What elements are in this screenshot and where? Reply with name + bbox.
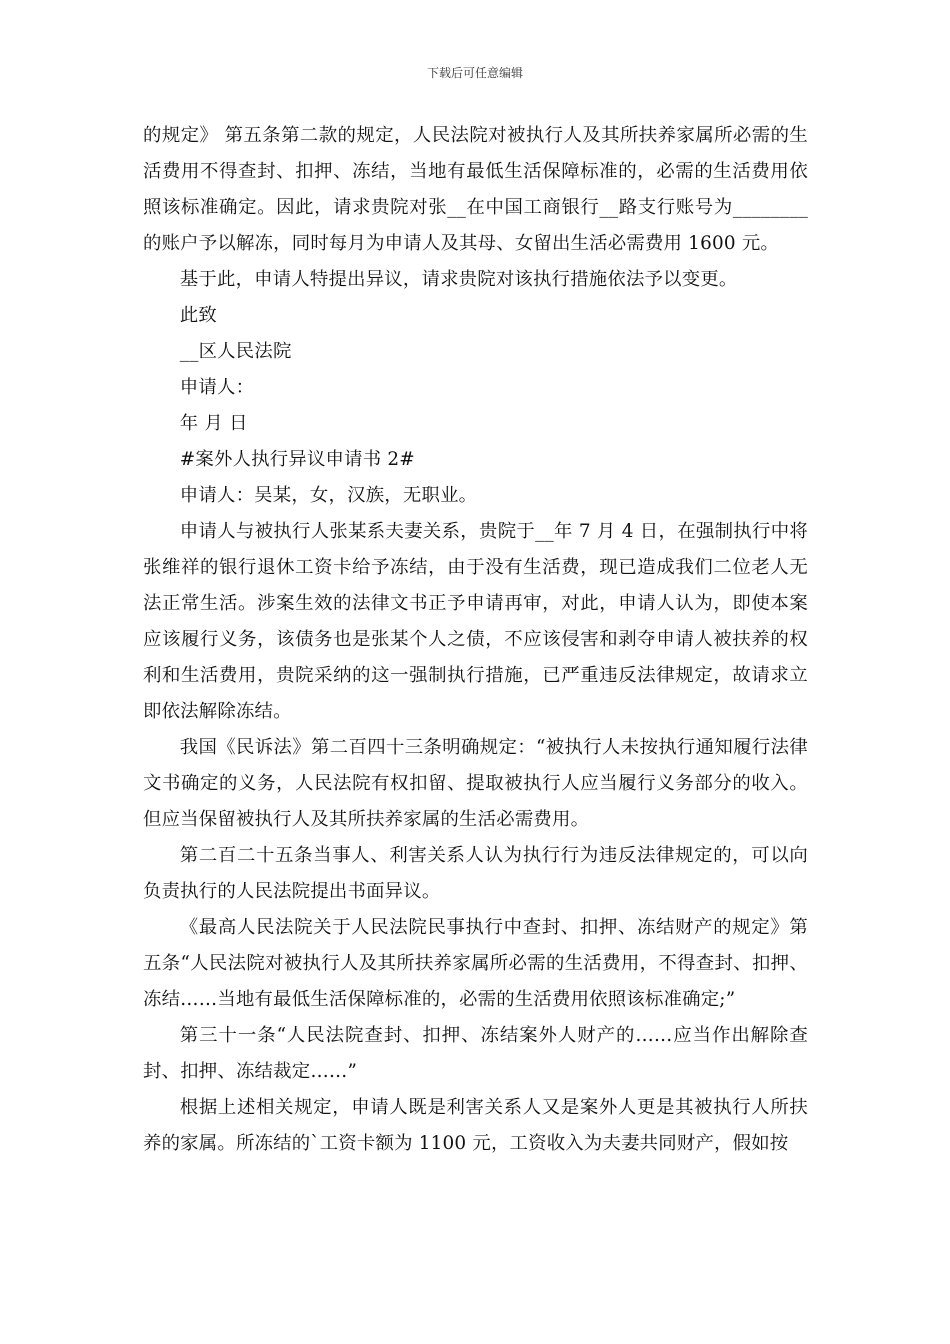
page-header-note: 下载后可任意编辑 — [426, 66, 523, 80]
paragraph-7: 第三十一条“人民法院查封、扣押、冻结案外人财产的……应当作出解除查封、扣押、冻结裁定……” — [143, 1025, 808, 1082]
paragraph-4: 我国《民诉法》第二百四十三条明确规定：“被执行人未按执行通知履行法律文书确定的义务，人民法院有权扣留、提取被执行人应当履行义务部分的收入。但应当保留被执行人及其所扶养家属的生活必需费用。 — [143, 737, 808, 830]
paragraph-2: 基于此，申请人特提出异议，请求贵院对该执行措施依法予以变更。 — [179, 269, 738, 290]
paragraph-5: 第二百二十五条当事人、利害关系人认为执行行为违反法律规定的，可以向负责执行的人民法院提出书面异议。 — [143, 845, 808, 902]
applicant-signature: 申请人： — [179, 377, 255, 398]
section-title: #案外人执行异议申请书 2# — [179, 449, 415, 470]
paragraph-8: 根据上述相关规定，申请人既是利害关系人又是案外人更是其被执行人所扶养的家属。所冻结的`工资卡额为 1100 元，工资收入为夫妻共同财产，假如按 — [143, 1097, 808, 1154]
paragraph-6: 《最高人民法院关于人民法院民事执行中查封、扣押、冻结财产的规定》第五条“人民法院对被执行人及其所扶养家属所必需的生活费用，不得查封、扣押、冻结……当地有最低生活保障标准的，必需的生活费用依照该标准确定;” — [143, 917, 808, 1010]
court-name: __区人民法院 — [179, 341, 292, 362]
paragraph-3: 申请人与被执行人张某系夫妻关系，贵院于__年 7 月 4 日，在强制执行中将张维祥的银行退休工资卡给予冻结，由于没有生活费，现已造成我们二位老人无法正常生活。涉案生效的法律文书正予申请再审，对此，申请人认为，即使本案应该履行义务，该债务也是张某个人之债，不应该侵害和剥夺申请人被扶养的权利和生活费用，贵院采纳的这一强制执行措施，已严重违反法律规定，故请求立即依法解除冻结。 — [143, 521, 808, 722]
document-body — [143, 118, 808, 1162]
salutation: 此致 — [179, 305, 217, 326]
applicant-info: 申请人：吴某，女，汉族，无职业。 — [179, 485, 478, 506]
paragraph-1: 的规定》 第五条第二款的规定，人民法院对被执行人及其所扶养家属所必需的生活费用不得查封、扣押、冻结，当地有最低生活保障标准的，必需的生活费用依照该标准确定。因此，请求贵院对张__在中国工商银行__路支行账号为________的账户予以解冻，同时每月为申请人及其母、女留出生活必需费用 1600 元。 — [143, 125, 808, 254]
date-line: 年 月 日 — [179, 413, 248, 434]
